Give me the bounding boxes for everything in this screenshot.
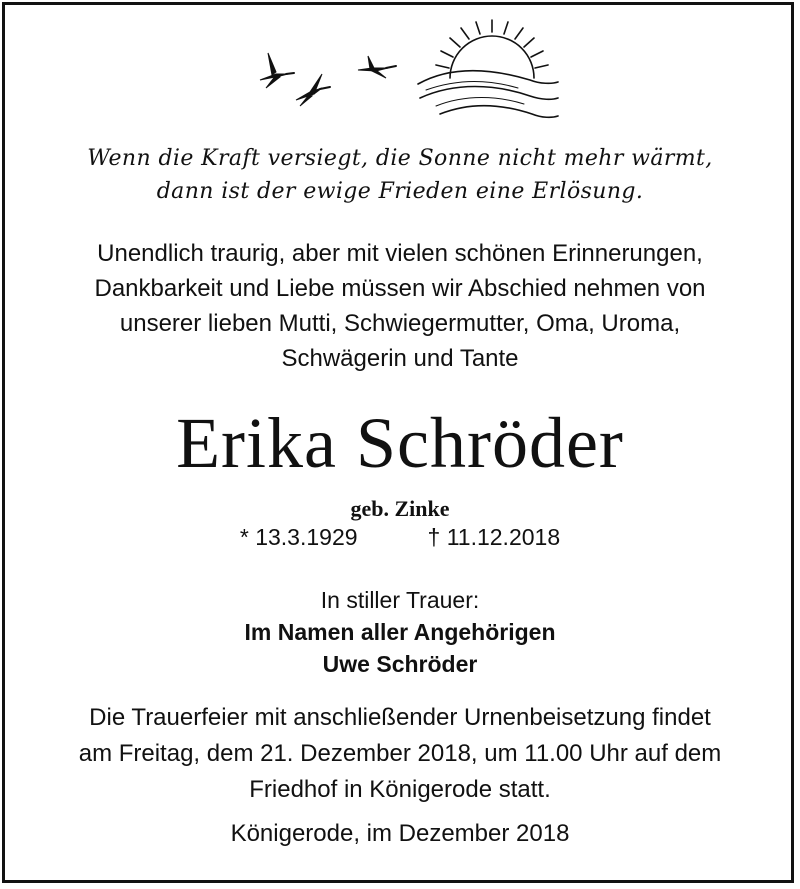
place-date: Königerode, im Dezember 2018 bbox=[230, 820, 570, 847]
life-dates bbox=[0, 520, 800, 554]
sunset-birds-artwork bbox=[240, 18, 560, 128]
intro-line: Unendlich traurig, aber mit vielen schönen Erinnerungen, bbox=[97, 240, 703, 267]
intro-line: Schwägerin und Tante bbox=[281, 345, 519, 372]
funeral-line: Die Trauerfeier mit anschließender Urnenbeisetzung findet bbox=[89, 704, 711, 731]
birth-date: * 13.3.1929 bbox=[239, 524, 358, 550]
mourners-heading: In stiller Trauer: bbox=[320, 587, 480, 613]
verse-line: dann ist der ewige Frieden eine Erlösung. bbox=[156, 179, 644, 204]
death-date: † 11.12.2018 bbox=[427, 524, 561, 550]
sunset-over-hills-icon bbox=[418, 20, 558, 117]
intro-line: unserer lieben Mutti, Schwiegermutter, Oma, Uroma, bbox=[119, 310, 681, 337]
maiden-name: geb. Zinke bbox=[350, 496, 450, 521]
mourners-line: Im Namen aller Angehörigen bbox=[244, 619, 556, 645]
funeral-line: Friedhof in Königerode statt. bbox=[249, 776, 551, 803]
mourners-line: Uwe Schröder bbox=[322, 651, 478, 677]
intro-line: Dankbarkeit und Liebe müssen wir Abschied nehmen von bbox=[94, 275, 706, 302]
funeral-line: am Freitag, dem 21. Dezember 2018, um 11.00 Uhr auf dem bbox=[78, 740, 722, 767]
verse-line: Wenn die Kraft versiegt, die Sonne nicht mehr wärmt, bbox=[87, 146, 713, 171]
deceased-name: Erika Schröder bbox=[176, 403, 624, 483]
intro-text bbox=[0, 236, 800, 376]
memorial-verse bbox=[0, 142, 800, 208]
funeral-details bbox=[0, 700, 800, 808]
mourners-block bbox=[0, 584, 800, 680]
flying-birds-icon bbox=[260, 53, 396, 106]
